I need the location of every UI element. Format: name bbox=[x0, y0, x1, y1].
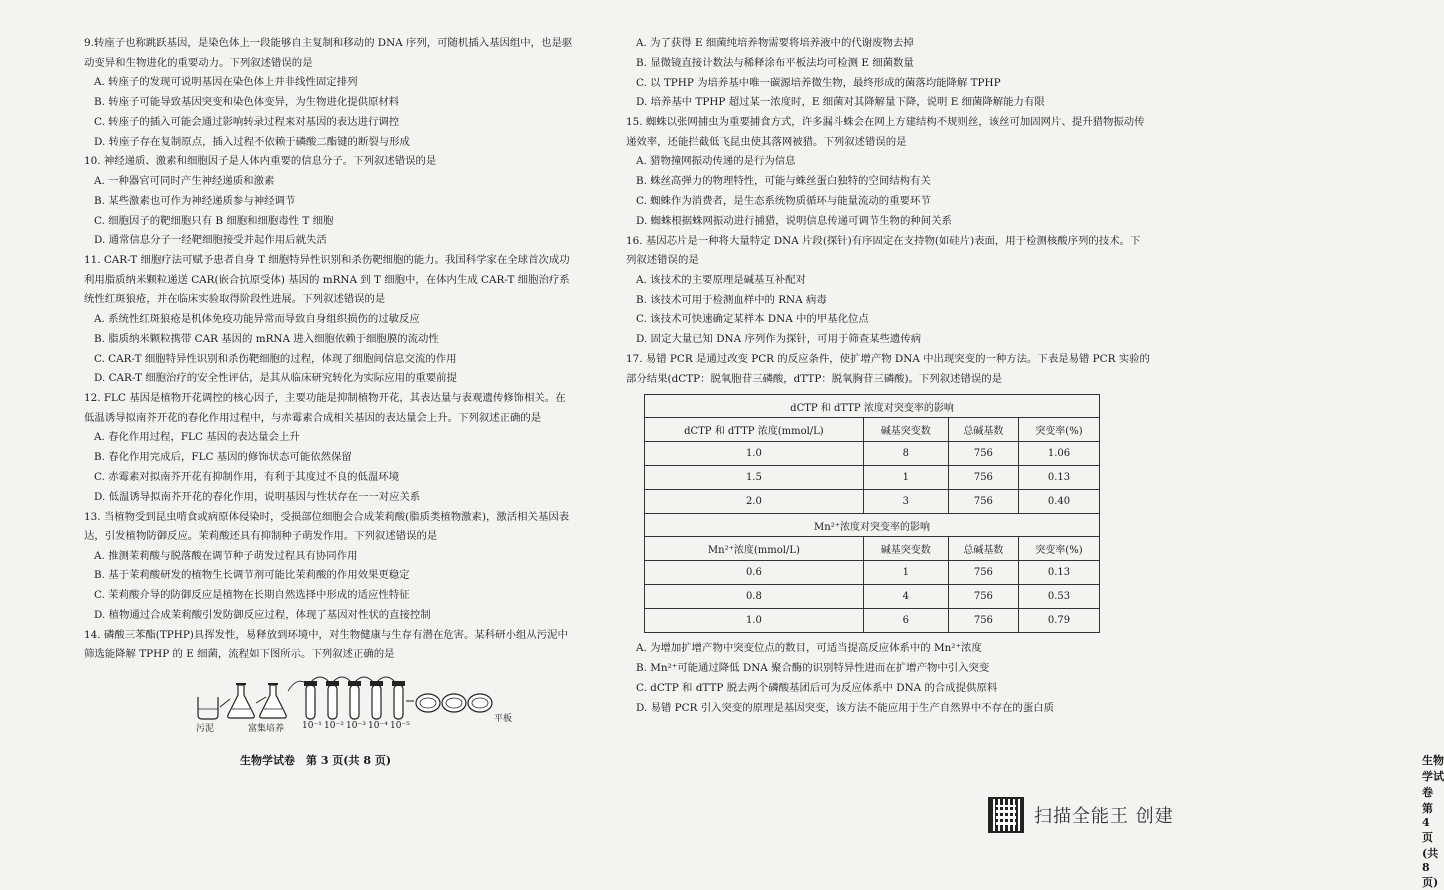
table-cell: 756 bbox=[948, 609, 1018, 633]
test-tube-icon bbox=[348, 681, 361, 719]
option: C. 以 TPHP 为培养基中唯一碳源培养微生物，最终形成的菌落均能降解 TPHP bbox=[636, 76, 1001, 89]
option: A. 系统性红斑狼疮是机体免疫功能异常而导致自身组织损伤的过敏反应 bbox=[94, 312, 420, 325]
petri-dish-icon bbox=[416, 694, 440, 712]
figure-label: 10⁻³ bbox=[346, 721, 366, 732]
table-caption: Mn²⁺浓度对突变率的影响 bbox=[645, 514, 1100, 537]
table-row bbox=[645, 442, 1100, 466]
table-row bbox=[645, 585, 1100, 609]
table-header: 突变率(%) bbox=[1018, 418, 1099, 442]
table-header-row bbox=[645, 418, 1100, 442]
option: D. 易错 PCR 引入突变的原理是基因突变，该方法不能应用于生产自然界中不存在的蛋白质 bbox=[636, 701, 1054, 714]
option: C. 赤霉素对拟南芥开花有抑制作用，有利于其度过不良的低温环境 bbox=[94, 470, 400, 483]
option: A. 春化作用过程，FLC 基因的表达量会上升 bbox=[94, 431, 300, 444]
option: D. 植物通过合成茉莉酸引发防御反应过程，体现了基因对性状的直接控制 bbox=[94, 609, 431, 622]
option: C. CAR-T 细胞特异性识别和杀伤靶细胞的过程，体现了细胞间信息交流的作用 bbox=[94, 352, 457, 365]
question-stem: 15. 蜘蛛以张网捕虫为重要捕食方式，许多漏斗蛛会在网上方建结构不规则丝，该丝可加固网片、提升猎物振动传递效率，还能拦截低飞昆虫使其落网被猎。下列叙述错误的是 bbox=[626, 116, 1145, 148]
option: B. 蛛丝高弹力的物理特性，可能与蛛丝蛋白独特的空间结构有关 bbox=[636, 175, 931, 188]
question-14-options bbox=[626, 34, 1150, 113]
option: C. 细胞因子的靶细胞只有 B 细胞和细胞毒性 T 细胞 bbox=[94, 214, 334, 227]
test-tube-icon bbox=[326, 681, 339, 719]
table-cell: 1.06 bbox=[1018, 442, 1099, 466]
table-cell: 756 bbox=[948, 466, 1018, 490]
table-row bbox=[645, 609, 1100, 633]
option: A. 为增加扩增产物中突变位点的数目，可适当提高反应体系中的 Mn²⁺浓度 bbox=[636, 642, 982, 655]
option: C. dCTP 和 dTTP 脱去两个磷酸基团后可为反应体系中 DNA 的合成提供原料 bbox=[636, 681, 998, 694]
question-15 bbox=[626, 113, 1150, 231]
figure-label: 10⁻² bbox=[324, 721, 344, 732]
option: D. 培养基中 TPHP 超过某一浓度时，E 细菌对其降解量下降，说明 E 细菌降解能力有限 bbox=[636, 96, 1045, 109]
table-cell: 0.13 bbox=[1018, 466, 1099, 490]
option: B. 该技术可用于检测血样中的 RNA 病毒 bbox=[636, 293, 827, 306]
figure-label: 10⁻⁴ bbox=[368, 721, 388, 732]
question-stem: 10. 神经递质、激素和细胞因子是人体内重要的信息分子。下列叙述错误的是 bbox=[84, 155, 437, 168]
table-cell: 1 bbox=[863, 561, 948, 585]
table-cell: 0.79 bbox=[1018, 609, 1099, 633]
figure-label: 富集培养 bbox=[248, 724, 285, 735]
question-stem: 14. 磷酸三苯酯(TPHP)具挥发性，易释放到环境中，对生物健康与生存有潜在危害。某科研小组从污泥中筛选能降解 TPHP 的 E 细菌，流程如下图所示。下列叙述正确的是 bbox=[84, 628, 568, 661]
option: B. 春化作用完成后，FLC 基因的修饰状态可能依然保留 bbox=[94, 451, 352, 464]
question-11 bbox=[84, 251, 574, 389]
page-footer: 生物学试卷 第 4 页(共 8 页) bbox=[1422, 754, 1444, 889]
table-cell: 1.0 bbox=[645, 442, 864, 466]
option: B. 某些激素也可作为神经递质参与神经调节 bbox=[94, 194, 296, 207]
page-right bbox=[600, 0, 1444, 889]
table-cell: 4 bbox=[863, 585, 948, 609]
flask-icon bbox=[228, 684, 255, 718]
page-left bbox=[0, 0, 600, 847]
table-cell: 0.13 bbox=[1018, 561, 1099, 585]
option: D. 通常信息分子一经靶细胞接受并起作用后就失活 bbox=[94, 234, 327, 247]
figure-label: 污泥 bbox=[196, 724, 215, 735]
table-header: 突变率(%) bbox=[1018, 537, 1099, 561]
scanner-watermark bbox=[988, 797, 1174, 833]
table-header-row bbox=[645, 537, 1100, 561]
table-cell: 1.0 bbox=[645, 609, 864, 633]
option: A. 推测茉莉酸与脱落酸在调节种子萌发过程具有协同作用 bbox=[94, 549, 358, 562]
table-row bbox=[645, 466, 1100, 490]
table-cell: 0.53 bbox=[1018, 585, 1099, 609]
question-stem: 13. 当植物受到昆虫啃食或病原体侵染时，受损部位细胞会合成茉莉酸(脂质类植物激素)，激活相关基因表达，引发植物防御反应。茉莉酸还具有抑制种子萌发作用。下列叙述错误的是 bbox=[84, 510, 570, 543]
option: C. 蜘蛛作为消费者，是生态系统物质循环与能量流动的重要环节 bbox=[636, 194, 931, 207]
table-cell: 6 bbox=[863, 609, 948, 633]
table-header: 碱基突变数 bbox=[863, 537, 948, 561]
question-stem: 12. FLC 基因是植物开花调控的核心因子，主要功能是抑制植物开花，其表达量与表观遗传修饰相关。在低温诱导拟南芥开花的春化作用过程中，与赤霉素合成相关基因的表达量会上升。下列叙述正确的是 bbox=[84, 392, 566, 424]
option: B. 脂质纳米颗粒携带 CAR 基因的 mRNA 进入细胞依赖于细胞膜的流动性 bbox=[94, 332, 439, 345]
sludge-beaker-icon bbox=[198, 697, 218, 719]
option: A. 一种器官可同时产生神经递质和激素 bbox=[94, 174, 275, 187]
option: D. 固定大量已知 DNA 序列作为探针，可用于筛查某些遗传病 bbox=[636, 333, 922, 346]
question-17 bbox=[626, 350, 1150, 389]
table-cell: 3 bbox=[863, 490, 948, 514]
option: D. CAR-T 细胞治疗的安全性评估，是其从临床研究转化为实际应用的重要前提 bbox=[94, 372, 457, 385]
mutation-rate-table bbox=[644, 394, 1100, 633]
table-cell: 756 bbox=[948, 561, 1018, 585]
option: A. 转座子的发现可说明基因在染色体上并非线性固定排列 bbox=[94, 76, 358, 89]
table-cell: 0.8 bbox=[645, 585, 864, 609]
qr-code-icon bbox=[988, 797, 1024, 833]
question-stem: 16. 基因芯片是一种将大量特定 DNA 片段(探针)有序固定在支持物(如硅片)表面，用于检测核酸序列的技术。下列叙述错误的是 bbox=[626, 234, 1141, 267]
figure-label: 10⁻⁵ bbox=[390, 721, 410, 732]
table-header: Mn²⁺浓度(mmol/L) bbox=[645, 537, 864, 561]
table-header: 总碱基数 bbox=[948, 537, 1018, 561]
table-cell: 0.6 bbox=[645, 561, 864, 585]
question-9 bbox=[84, 34, 574, 152]
screening-flow-figure bbox=[84, 669, 574, 735]
test-tube-icon bbox=[304, 681, 317, 719]
option: C. 转座子的插入可能会通过影响转录过程来对基因的表达进行调控 bbox=[94, 115, 400, 128]
option: A. 为了获得 E 细菌纯培养物需要将培养液中的代谢废物去掉 bbox=[636, 37, 914, 49]
question-stem: 11. CAR-T 细胞疗法可赋予患者自身 T 细胞特异性识别和杀伤靶细胞的能力。我国科学家在全球首次成功利用脂质纳米颗粒递送 CAR(嵌合抗原受体) 基因的 mRNA 到 T 细胞中，在体内生成 CAR-T 细胞治疗系统性红斑狼疮，并在临床实验取得阶段性进展。下列叙述错误的是 bbox=[84, 254, 570, 306]
option: A. 该技术的主要原理是碱基互补配对 bbox=[636, 273, 806, 286]
table-cell: 756 bbox=[948, 585, 1018, 609]
watermark-text: 扫描全能王 创建 bbox=[1034, 806, 1174, 827]
option: D. 转座子存在复制原点，插入过程不依赖于磷酸二酯键的断裂与形成 bbox=[94, 135, 410, 148]
table-cell: 756 bbox=[948, 490, 1018, 514]
option: A. 猎物撞网振动传递的是行为信息 bbox=[636, 155, 796, 168]
table-row bbox=[645, 490, 1100, 514]
table-cell: 0.40 bbox=[1018, 490, 1099, 514]
petri-dish-icon bbox=[468, 694, 492, 712]
question-stem: 9.转座子也称跳跃基因，是染色体上一段能够自主复制和移动的 DNA 序列，可随机插入基因组中，也是驱动变异和生物进化的重要动力。下列叙述错误的是 bbox=[84, 37, 573, 69]
flask-icon bbox=[260, 684, 287, 718]
test-tube-icon bbox=[392, 681, 405, 719]
table-cell: 2.0 bbox=[645, 490, 864, 514]
option: D. 低温诱导拟南芥开花的春化作用，说明基因与性状存在一一对应关系 bbox=[94, 490, 421, 503]
petri-dish-icon bbox=[442, 694, 466, 712]
figure-label: 10⁻¹ bbox=[302, 721, 322, 732]
table-cell: 1 bbox=[863, 466, 948, 490]
option: B. Mn²⁺可能通过降低 DNA 聚合酶的识别特异性进而在扩增产物中引入突变 bbox=[636, 661, 990, 674]
table-header: dCTP 和 dTTP 浓度(mmol/L) bbox=[645, 418, 864, 442]
test-tube-icon bbox=[370, 681, 383, 719]
table-row bbox=[645, 561, 1100, 585]
option: B. 基于茉莉酸研发的植物生长调节剂可能比茉莉酸的作用效果更稳定 bbox=[94, 569, 410, 582]
figure-label: 平板 bbox=[494, 714, 513, 725]
table-header: 总碱基数 bbox=[948, 418, 1018, 442]
question-14 bbox=[84, 626, 574, 665]
option: B. 转座子可能导致基因突变和染色体变异，为生物进化提供原材料 bbox=[94, 95, 400, 108]
question-12 bbox=[84, 389, 574, 507]
option: C. 茉莉酸介导的防御反应是植物在长期自然选择中形成的适应性特征 bbox=[94, 589, 410, 602]
table-cell: 1.5 bbox=[645, 466, 864, 490]
question-10 bbox=[84, 152, 574, 251]
question-13 bbox=[84, 508, 574, 626]
table-cell: 756 bbox=[948, 442, 1018, 466]
question-stem: 17. 易错 PCR 是通过改变 PCR 的反应条件，使扩增产物 DNA 中出现突变的一种方法。下表是易错 PCR 实验的部分结果(dCTP：脱氧胞苷三磷酸，dTTP：脱氧胸苷三磷酸)。下列叙述错误的是 bbox=[626, 352, 1150, 385]
page-footer: 生物学试卷 第 3 页(共 8 页) bbox=[240, 754, 392, 767]
table-caption: dCTP 和 dTTP 浓度对突变率的影响 bbox=[645, 395, 1100, 418]
question-16 bbox=[626, 232, 1150, 350]
option: C. 该技术可快速确定某样本 DNA 中的甲基化位点 bbox=[636, 313, 869, 326]
table-header: 碱基突变数 bbox=[863, 418, 948, 442]
option: B. 显微镜直接计数法与稀释涂布平板法均可检测 E 细菌数量 bbox=[636, 56, 914, 69]
option: D. 蜘蛛根据蛛网振动进行捕猎，说明信息传递可调节生物的种间关系 bbox=[636, 214, 952, 227]
question-17-options bbox=[626, 639, 1150, 718]
table-cell: 8 bbox=[863, 442, 948, 466]
